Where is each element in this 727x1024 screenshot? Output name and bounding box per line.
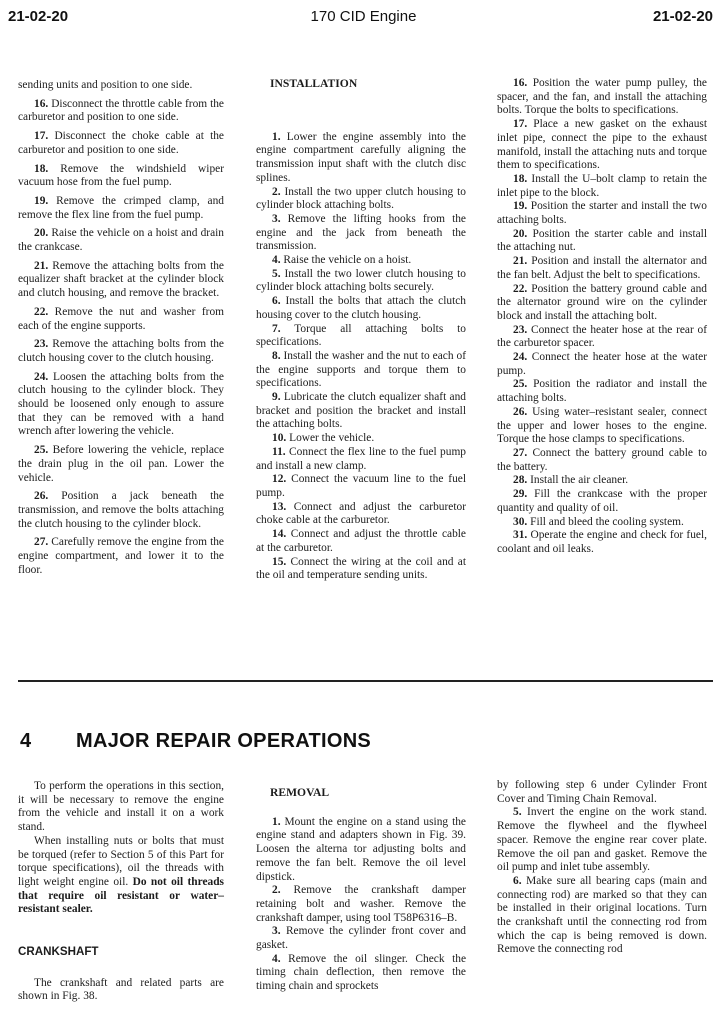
procedure-step [18,338,224,365]
step-number: 5. [272,267,281,280]
sealer-warning: Do not oil threads that require oil resistant or water–resistant sealer. [18,875,224,916]
step-text: Raise the vehicle on a hoist. [283,254,412,267]
step-number: 1. [272,815,281,828]
step-number: 2. [272,185,281,198]
installation-heading: INSTALLATION [270,77,358,90]
step-text: Raise the vehicle on a hoist and drain the crankcase. [18,227,224,254]
procedure-step [256,323,466,350]
intro-paragraph: To perform the operations in this section, it will be necessary to remove the engine from the vehicle and install it on a work stand. [18,780,224,834]
step-text: Position the starter and install the two attaching bolts. [497,200,707,227]
step-number: 23. [513,323,528,336]
step-text: Install the two lower clutch housing to cylinder block attaching bolts securely. [256,267,466,294]
step-text: Remove the cylinder front cover and gasket. [256,925,466,952]
step-number: 20. [34,227,49,240]
step-number: 28. [513,474,528,487]
procedure-step [18,130,224,157]
step-number: 6. [513,874,522,887]
procedure-step [18,536,224,577]
step-text: Remove the windshield wiper vacuum hose from the fuel pump. [18,162,224,189]
step-number: 26. [513,405,528,418]
procedure-step [256,953,466,994]
step-number: 9. [272,391,281,404]
step-number: 2. [272,884,281,897]
procedure-step [18,306,224,333]
step-number: 24. [34,370,49,383]
procedure-step [497,351,707,378]
step-text: Connect the wiring at the coil and at the oil and temperature sending units. [256,555,466,582]
procedure-step [256,501,466,528]
procedure-step [497,77,707,118]
torque-paragraph [18,835,224,917]
step-number: 6. [272,295,281,308]
step-text: Install the washer and the nut to each of the engine supports and torque them to specifications. [256,349,466,390]
step-text: Install the air cleaner. [530,474,629,487]
top-column-1 [18,79,224,578]
step-text: Connect and adjust the throttle cable at the carburetor. [256,528,466,554]
section-divider [18,680,713,682]
procedure-step [18,260,224,301]
page-title: 170 CID Engine [310,8,417,25]
step-number: 4. [272,254,281,267]
step-number: 18. [34,162,49,175]
procedure-step [256,350,466,391]
step-number: 24. [513,351,528,364]
step-text: Install the bolts that attach the clutch housing cover to the clutch housing. [256,295,466,321]
procedure-step [497,406,707,447]
procedure-step [497,173,707,200]
procedure-step [256,528,466,555]
step-number: 25. [34,444,49,457]
step-text: Lubricate the clutch equalizer shaft and bracket and position the bracket and install the attaching bolts. [256,391,466,431]
procedure-step [18,444,224,485]
step-text: Position the starter cable and install the attaching nut. [497,227,707,254]
step-number: 29. [513,488,528,501]
step-number: 20. [513,227,528,240]
procedure-step [497,806,707,875]
step-text: Using water–resistant sealer, connect the upper and lower hoses to the engine. Torque the hose clamps to specifications. [497,405,707,446]
step-number: 31. [513,529,528,542]
procedure-step [256,268,466,295]
step-number: 11. [272,445,286,458]
procedure-step [256,884,466,925]
procedure-step [256,213,466,254]
step-number: 1. [272,130,281,143]
step-text: Connect the heater hose at the rear of the carburetor spacer. [497,323,707,350]
procedure-step [497,200,707,227]
step-text: Fill the crankcase with the proper quantity and quality of oil. [497,488,707,514]
step-text: Connect the vacuum line to the fuel pump. [256,473,466,499]
step-number: 21. [513,255,528,268]
step-number: 16. [513,77,528,89]
procedure-step [256,391,466,432]
step-text: Remove the lifting hooks from the engine and the jack from beneath the transmission. [256,212,466,253]
step-text: Invert the engine on the work stand. Remove the flywheel and the flywheel spacer. Remove the engine rear cover plate. Remove the oil pan and gasket. Remove the oil pump and inlet tube assembly. [497,806,707,874]
step-number: 10. [272,432,287,445]
step-text: Disconnect the choke cable at the carburetor and position to one side. [18,130,224,156]
step-number: 23. [34,338,49,351]
bottom-column-1 [18,780,224,1004]
step-number: 3. [272,925,281,938]
step-text: Fill and bleed the cooling system. [530,515,684,528]
step-number: 8. [272,349,281,362]
procedure-step [18,371,224,440]
step-text: Remove the attaching bolts from the equalizer shaft bracket at the cylinder block and clutch housing, and remove the bracket. [18,259,224,300]
section-heading [20,730,371,753]
step-number: 7. [272,322,281,335]
step-number: 19. [34,194,49,207]
procedure-step [256,186,466,213]
step-number: 17. [34,130,49,143]
step-number: 14. [272,528,287,541]
procedure-step [497,378,707,405]
step-text: Remove the crankshaft damper retaining bolt and washer. Remove the crankshaft damper, using tool T58P6316–B. [256,884,466,924]
procedure-step [18,163,224,190]
step-number: 27. [34,536,49,549]
step-text: Position the battery ground cable and the alternator ground wire on the cylinder block and install the attaching bolt. [497,282,707,322]
procedure-step [497,255,707,282]
step-text: Remove the oil slinger. Check the timing chain deflection, then remove the timing chain and sprockets [256,952,466,993]
procedure-step [497,283,707,324]
step-number: 13. [272,500,287,513]
step-text: Lower the engine assembly into the engine compartment carefully aligning the transmission input shaft with the clutch disc splines. [256,130,466,184]
step-text: Install the two upper clutch housing to cylinder block attaching bolts. [256,185,466,212]
step-text: Loosen the attaching bolts from the clutch housing to the cylinder block. They should be loosened only enough to assure that they can be removed with a hand wrench after lowering the vehicle. [18,370,224,438]
procedure-step [497,516,707,530]
step-text: Remove the attaching bolts from the clutch housing cover to the clutch housing. [18,338,224,364]
step-number: 18. [513,172,528,185]
step-text: Connect and adjust the carburetor choke cable at the carburetor. [256,500,466,527]
step-text: Before lowering the vehicle, replace the drain plug in the oil pan. Lower the vehicle. [18,444,224,484]
procedure-step [18,195,224,222]
procedure-step [256,556,466,583]
step-text: Remove the crimped clamp, and remove the flex line from the fuel pump. [18,194,224,221]
step-number: 22. [34,305,49,318]
step-text: Mount the engine on a stand using the engine stand and adapters shown in Fig. 39. Loosen the alterna tor adjusting bolts and remove the fan belt. Remove the oil level dipstick. [256,815,466,883]
procedure-step [256,131,466,186]
crankshaft-heading: CRANKSHAFT [18,945,99,959]
removal-heading: REMOVAL [270,786,330,799]
procedure-step [18,79,224,93]
step-text: Position and install the alternator and the fan belt. Adjust the belt to specifications. [497,255,707,281]
page-number-left: 21-02-20 [8,8,69,25]
bottom-column-2 [256,786,466,994]
step-text: Position the water pump pulley, the spacer, and the fan, and install the attaching bolts. Torque the bolts to specifications. [497,77,707,117]
step-number: 26. [34,490,49,503]
step-number: 22. [513,282,528,295]
step-text: Remove the nut and washer from each of the engine supports. [18,305,224,332]
top-column-3 [497,77,707,557]
procedure-step [256,473,466,500]
step-number: 27. [513,446,528,459]
step-text: Connect the flex line to the fuel pump and install a new clamp. [256,445,466,472]
procedure-step [497,447,707,474]
step-number: 19. [513,200,528,213]
step-text: Connect the heater hose at the water pump. [497,351,708,377]
step-number: 15. [272,555,287,568]
bottom-column-3 [497,779,707,957]
step-text: Place a new gasket on the exhaust inlet pipe, connect the pipe to the exhaust manifold, install the attaching nuts and torque them to specifications. [497,118,707,172]
procedure-step [256,816,466,885]
step-number: 17. [513,118,528,131]
procedure-step [497,324,707,351]
step-number: 4. [272,952,281,965]
procedure-step [18,490,224,531]
procedure-step [497,474,707,488]
step-number: 5. [513,806,522,819]
step-text: Carefully remove the engine from the engine compartment, and lower it to the floor. [18,536,224,576]
step-text: sending units and position to one side. [18,79,193,91]
procedure-step [497,228,707,255]
step-text: Operate the engine and check for fuel, coolant and oil leaks. [497,529,707,555]
step-number: 3. [272,212,281,225]
step-number: 30. [513,515,528,528]
procedure-step [256,925,466,952]
continued-step-text: by following step 6 under Cylinder Front Cover and Timing Chain Removal. [497,779,707,805]
section-number: 4 [20,730,32,752]
page-number-right: 21-02-20 [652,8,713,25]
procedure-step [497,875,707,957]
step-number: 21. [34,259,49,272]
procedure-step [256,254,466,268]
procedure-step [18,98,224,125]
step-text: Position a jack beneath the transmission, and remove the bolts attaching the clutch housing to the cylinder block. [18,490,224,530]
top-column-2 [256,77,466,583]
torque-note: When installing nuts or bolts that must be torqued (refer to Section 5 of this Part for torque specifications), oil the threads with light weight engine oil. [18,834,224,888]
procedure-step [497,488,707,515]
step-number: 25. [513,378,528,391]
section-title: MAJOR REPAIR OPERATIONS [76,730,372,752]
step-text: Connect the battery ground cable to the battery. [497,446,707,473]
procedure-step [256,446,466,473]
step-text: Position the radiator and install the attaching bolts. [497,378,707,405]
procedure-step [497,118,707,173]
procedure-step [256,432,466,446]
step-text: Disconnect the throttle cable from the carburetor and position to one side. [18,97,224,124]
crankshaft-paragraph: The crankshaft and related parts are shown in Fig. 38. [18,976,224,1003]
step-number: 16. [34,97,49,110]
procedure-step [256,295,466,322]
procedure-step [18,227,224,254]
step-text: Install the U–bolt clamp to retain the inlet pipe to the block. [497,172,707,199]
step-number: 12. [272,473,287,486]
step-text: Torque all attaching bolts to specifications. [256,322,466,349]
step-text: Lower the vehicle. [289,432,375,445]
step-text: Make sure all bearing caps (main and connecting rod) are marked so that they can be installed in their original locations. Turn the crankshaft until the connecting rod from which the cap is being removed is down. Remove the connecting rod [497,874,707,956]
procedure-step [497,529,707,556]
